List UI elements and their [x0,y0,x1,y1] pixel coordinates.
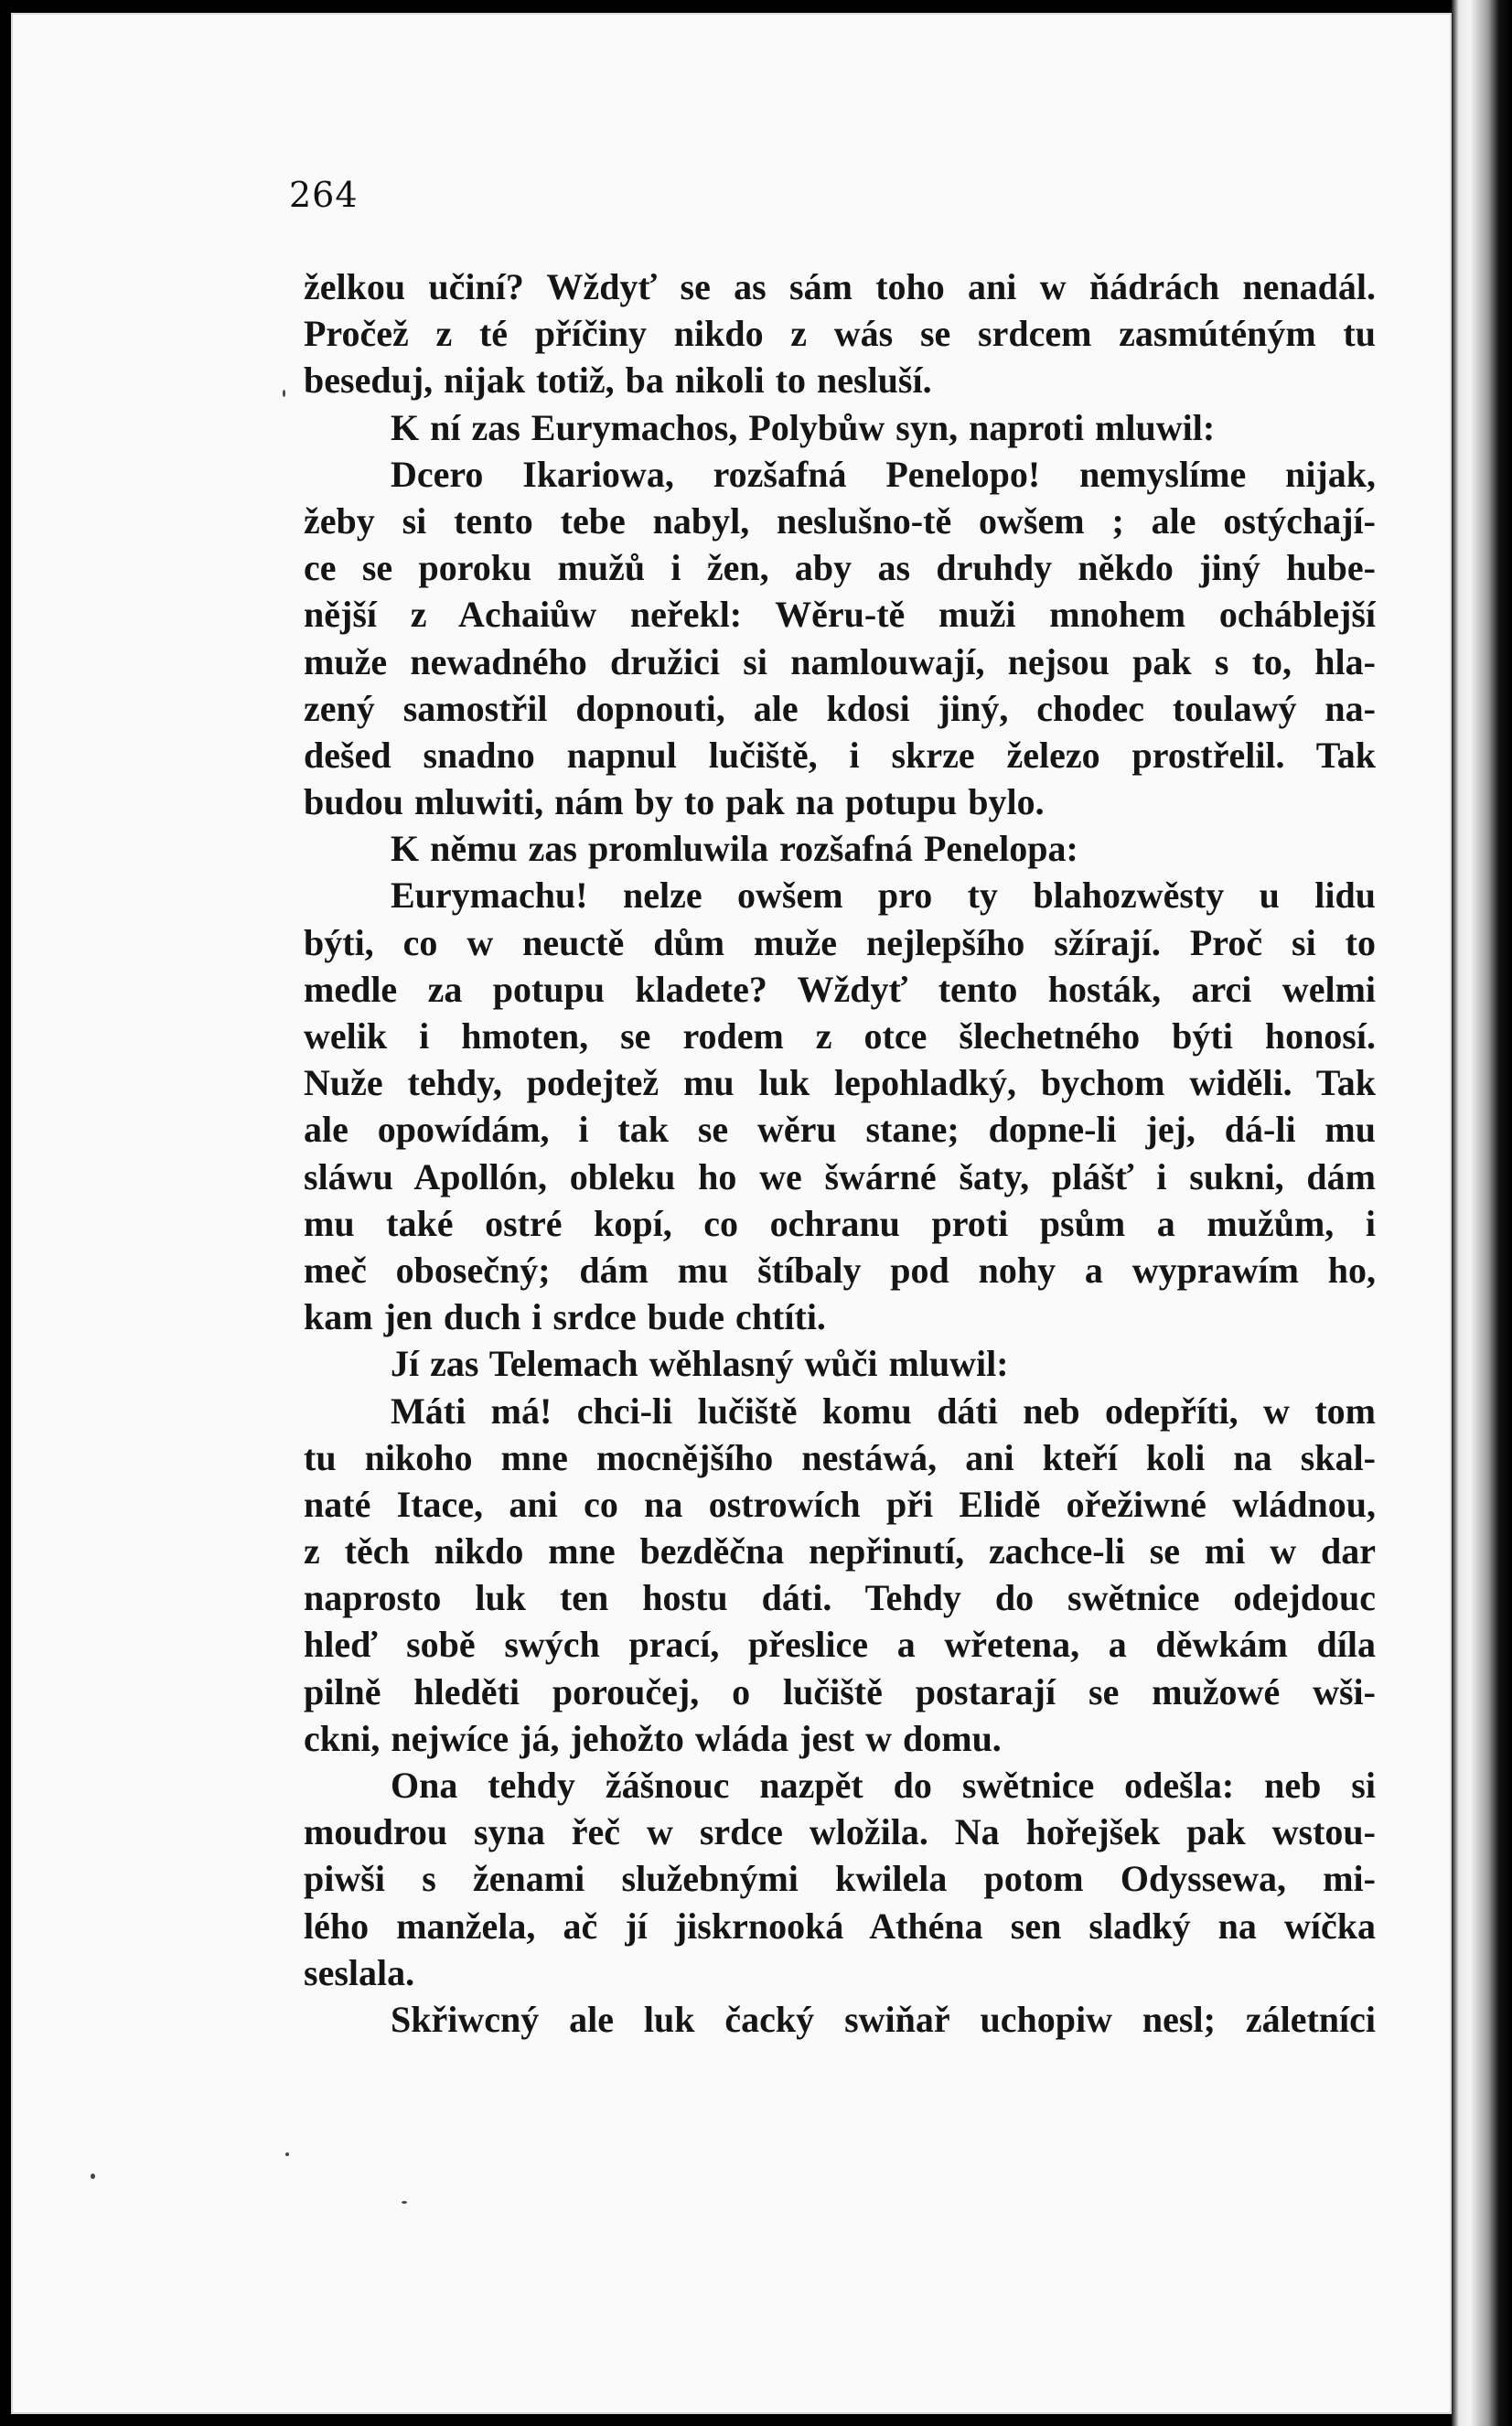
text-line: kam jen duch i srdce bude chtíti. [304,1296,826,1338]
text-line: beseduj, nijak totiž, ba nikoli to nesluší. [304,360,932,402]
text-line: meč obosečný; dám mu štíbaly pod nohy a wyprawím ho, [304,1249,1376,1291]
text-line: ale opowídám, i tak se wěru stane; dopne-li jej, dá-li mu [304,1109,1376,1151]
paper-speck [283,390,285,397]
text-line: Pročež z té příčiny nikdo z wás se srdcem zasmúténým tu [304,313,1376,355]
page-number: 264 [289,175,359,215]
text-line: Máti má! chci-li lučiště komu dáti neb odepříti, w tom [391,1390,1376,1432]
text-line: želkou učiní? Wždyť se as sám toho ani w ňádrách nenadál. [304,266,1376,307]
text-line: ckni, nejwíce já, jehožto wláda jest w domu. [304,1717,1002,1759]
text-line: Skřiwcný ale luk čacký swiňař uchopiw nesl; záletníci [391,1998,1376,2040]
text-line: žeby si tento tebe nabyl, neslušno-tě owšem ; ale ostýchají- [304,499,1376,542]
text-line: moudrou syna řeč w srdce wložila. Na hořejšek pak wstou- [304,1811,1376,1853]
body-text [304,263,1376,2043]
text-line: z těch nikdo mne bezděčna nepřinutí, zachce-li se mi w dar [304,1530,1376,1573]
text-line: hleď sobě swých prací, přeslice a wřetena, a děwkám díla [304,1624,1376,1666]
text-line: sláwu Apollón, obleku ho we šwárné šaty, plášť i sukni, dám [304,1155,1376,1197]
text-line: zený samostřil dopnouti, ale kdosi jiný, chodec toulawý na- [304,687,1376,729]
paper-speck [402,2201,407,2204]
book-binding-edge [1452,0,1512,2426]
text-line: piwši s ženami služebnými kwilela potom Odyssewa, mi- [304,1858,1376,1900]
text-line: K němu zas promluwila rozšafná Penelopa: [391,828,1078,870]
text-line: býti, co w neuctě dům muže nejlepšího sžírají. Proč si to [304,921,1376,963]
text-line: muže newadného družici si namlouwají, nejsou pak s to, hla- [304,640,1376,682]
text-line: medle za potupu kladete? Wždyť tento hosták, arci welmi [304,968,1376,1010]
paper-speck [285,2152,289,2156]
text-line: tu nikoho mne mocnějšího nestáwá, ani kteří koli na skal- [304,1436,1376,1478]
text-line: lého manžela, ač jí jiskrnooká Athéna sen sladký na wíčka [304,1905,1376,1947]
text-line: naté Itace, ani co na ostrowích při Elidě ořežiwné wládnou, [304,1483,1376,1525]
text-line: Dcero Ikariowa, rozšafná Penelopo! nemyslíme nijak, [391,453,1376,495]
text-line: Jí zas Telemach wěhlasný wůči mluwil: [391,1343,1009,1385]
text-line: Ona tehdy žášnouc nazpět do swětnice odešla: neb si [391,1765,1376,1806]
text-line: K ní zas Eurymachos, Polybůw syn, naproti mluwil: [391,406,1216,448]
text-line: naprosto luk ten hostu dáti. Tehdy do swětnice odejdouc [304,1577,1376,1619]
text-line: mu také ostré kopí, co ochranu proti psům a mužům, i [304,1202,1376,1244]
text-line: budou mluwiti, nám by to pak na potupu bylo. [304,781,1045,823]
paper-speck [91,2174,95,2179]
book-page [11,13,1452,2414]
text-line: Nuže tehdy, podejtež mu luk lepohladký, bychom widěli. Tak [304,1062,1376,1104]
text-line: ce se poroku mužů i žen, aby as druhdy někdo jiný hube- [304,547,1376,589]
text-line: seslala. [304,1951,415,1993]
text-line: nější z Achaiůw neřekl: Wěru-tě muži mnohem ocháblejší [304,594,1376,636]
text-line: dešed snadno napnul lučiště, i skrze železo prostřelil. Tak [304,734,1376,776]
text-line: Eurymachu! nelze owšem pro ty blahozwěsty u lidu [391,875,1376,917]
text-line: welik i hmoten, se rodem z otce šlechetného býti honosí. [304,1015,1376,1057]
text-line: pilně hleděti poroučej, o lučiště postarají se mužowé wši- [304,1670,1376,1712]
